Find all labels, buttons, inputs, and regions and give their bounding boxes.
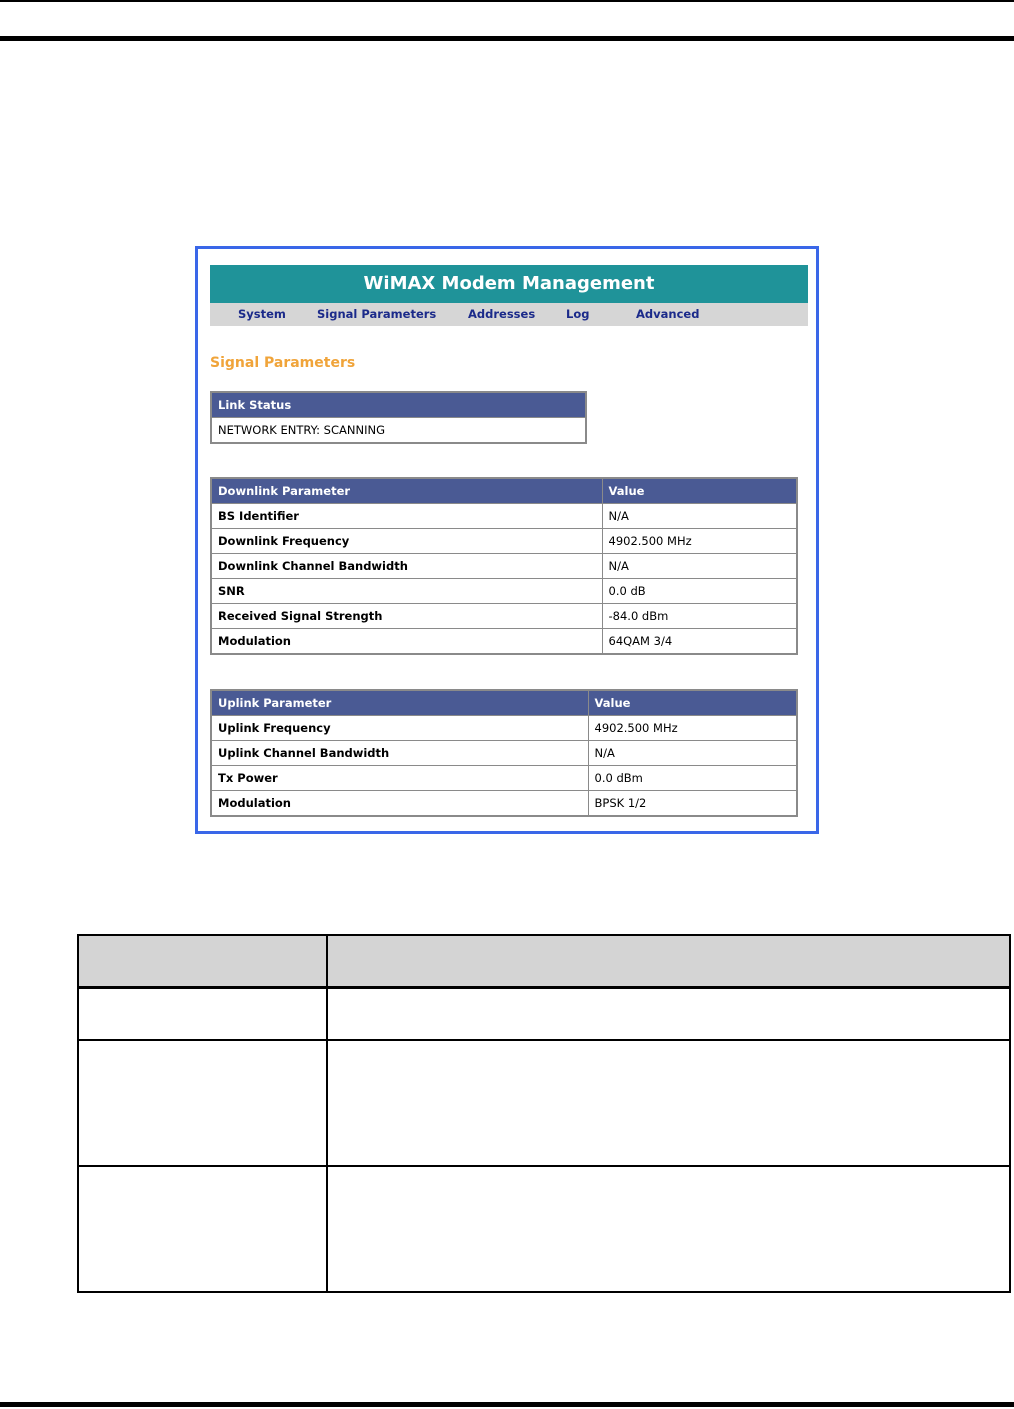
table-row [211,741,797,766]
description-header-cell-left [78,935,327,988]
downlink-param-column-header: Downlink Parameter [211,478,602,504]
page-title: Signal Parameters [210,355,356,371]
screenshot-frame [195,246,819,834]
nav-item-advanced[interactable]: Advanced [636,307,700,321]
nav-item-log[interactable]: Log [566,307,590,321]
link-status-table [210,391,587,444]
uplink-param-label: Uplink Frequency [211,716,588,741]
downlink-param-label: Modulation [211,629,602,655]
uplink-param-label: Tx Power [211,766,588,791]
link-status-header: Link Status [211,392,586,418]
description-cell [327,988,1010,1040]
downlink-param-label: BS Identifier [211,504,602,529]
downlink-param-label: Downlink Frequency [211,529,602,554]
uplink-param-value: 4902.500 MHz [588,716,797,741]
table-row [211,766,797,791]
downlink-param-label: Received Signal Strength [211,604,602,629]
nav-item-signal-parameters[interactable]: Signal Parameters [317,307,437,321]
table-row [78,1166,1010,1292]
table-row [211,629,797,655]
downlink-param-value: -84.0 dBm [602,604,797,629]
table-row [78,1040,1010,1166]
downlink-param-value: N/A [602,554,797,579]
uplink-param-column-header: Uplink Parameter [211,690,588,716]
description-table [77,934,1011,1293]
downlink-param-label: SNR [211,579,602,604]
nav-item-addresses[interactable]: Addresses [468,307,536,321]
uplink-param-value: N/A [588,741,797,766]
table-row [211,529,797,554]
table-row [211,716,797,741]
top-rule [0,0,1014,2]
uplink-param-label: Uplink Channel Bandwidth [211,741,588,766]
uplink-value-column-header: Value [588,690,797,716]
description-cell [327,1040,1010,1166]
link-status-value: NETWORK ENTRY: SCANNING [211,418,586,444]
uplink-header-row [211,690,797,716]
nav-bar [210,303,808,326]
header-rule [0,36,1014,41]
app-title-bar [210,265,808,303]
downlink-param-value: N/A [602,504,797,529]
table-row [78,988,1010,1040]
table-row [211,579,797,604]
table-row [211,554,797,579]
description-header-cell-right [327,935,1010,988]
uplink-param-label: Modulation [211,791,588,817]
uplink-table [210,689,798,817]
uplink-param-value: BPSK 1/2 [588,791,797,817]
uplink-param-value: 0.0 dBm [588,766,797,791]
table-row [211,604,797,629]
app-title: WiMAX Modem Management [363,273,655,294]
description-header-row [78,935,1010,988]
table-row [211,504,797,529]
description-cell [78,988,327,1040]
downlink-header-row [211,478,797,504]
nav-item-system[interactable]: System [238,307,286,321]
downlink-value-column-header: Value [602,478,797,504]
description-cell [78,1040,327,1166]
downlink-param-value: 4902.500 MHz [602,529,797,554]
description-cell [327,1166,1010,1292]
downlink-table [210,477,798,655]
downlink-param-value: 0.0 dB [602,579,797,604]
downlink-param-value: 64QAM 3/4 [602,629,797,655]
footer-rule [0,1402,1014,1407]
downlink-param-label: Downlink Channel Bandwidth [211,554,602,579]
table-row [211,791,797,817]
description-cell [78,1166,327,1292]
